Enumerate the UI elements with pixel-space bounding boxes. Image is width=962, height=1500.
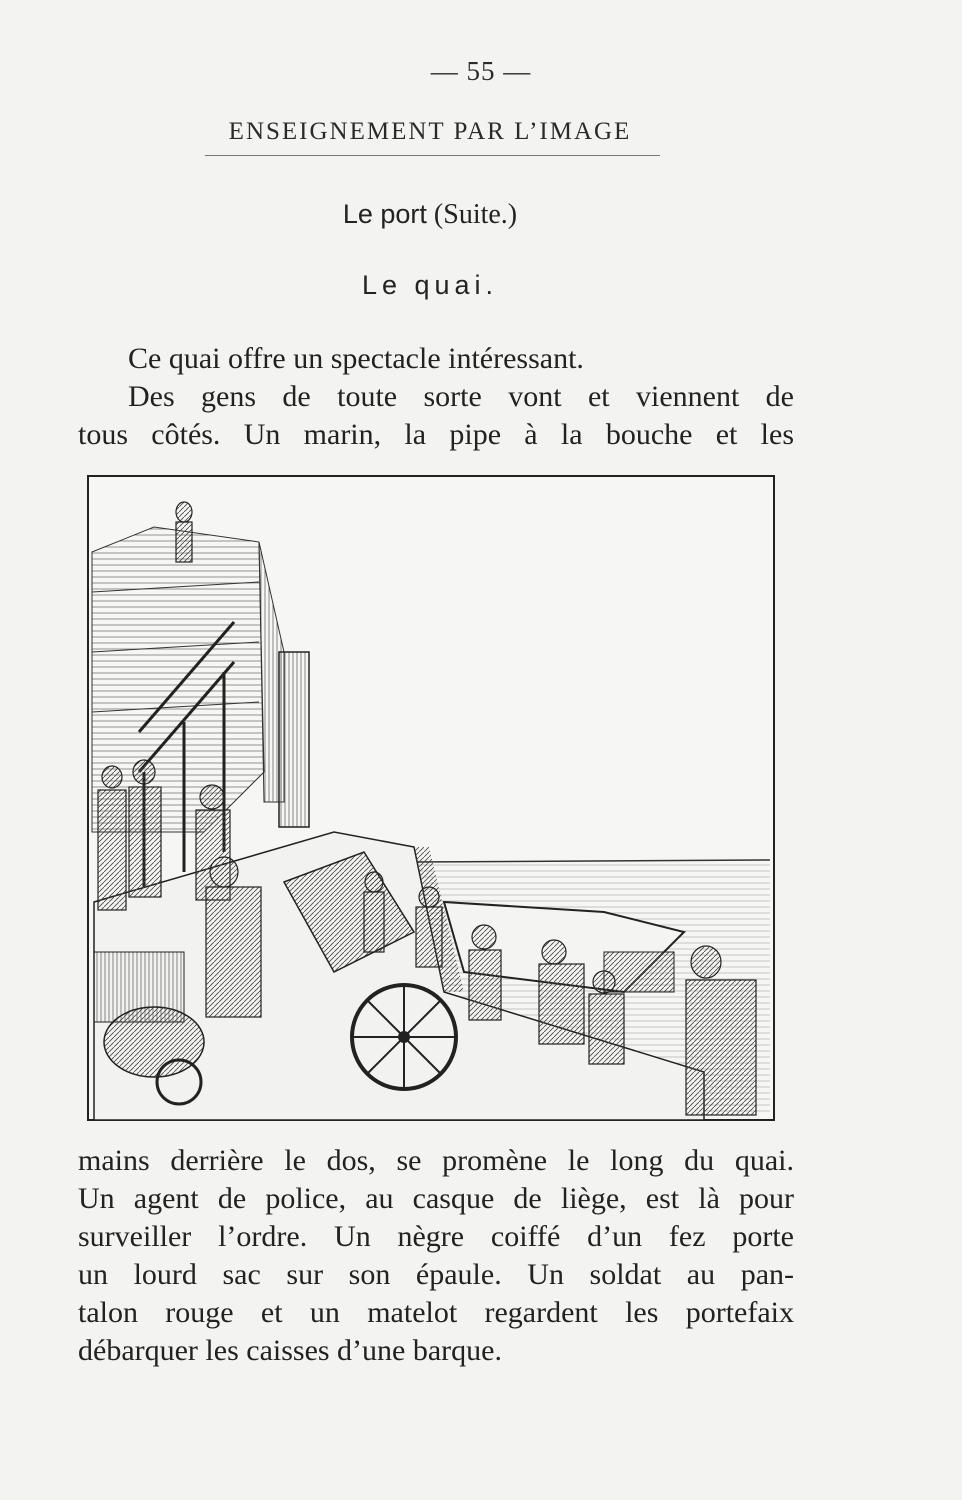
figure <box>419 887 439 907</box>
figure <box>686 980 756 1115</box>
figure <box>589 994 624 1064</box>
text-line: mains derrière le dos, se promène le long du quai. <box>78 1144 794 1177</box>
figure <box>539 964 584 1044</box>
figure <box>542 940 566 964</box>
text-line: tous côtés. Un marin, la pipe à la bouche et les <box>78 418 794 451</box>
section-title <box>0 199 860 231</box>
sub-title: Le quai. <box>361 270 499 300</box>
text-line: Ce quai offre un spectacle intéressant. <box>128 342 584 375</box>
figure <box>472 925 496 949</box>
figure <box>364 892 384 952</box>
figure <box>133 760 155 784</box>
figure <box>416 907 442 967</box>
figure <box>129 787 161 897</box>
engraving <box>84 472 778 1124</box>
figure <box>365 872 383 892</box>
figure <box>691 946 721 978</box>
paragraph-top <box>78 340 794 454</box>
text-line: talon rouge et un matelot regardent les portefaix <box>78 1296 794 1329</box>
text-line: Un agent de police, au casque de liège, est là pour <box>78 1182 794 1215</box>
figure <box>206 887 261 1017</box>
figure <box>176 502 192 522</box>
text-line: surveiller l’ordre. Un nègre coiffé d’un fez porte <box>78 1220 794 1253</box>
header-rule <box>205 155 660 156</box>
running-head: ENSEIGNEMENT PAR L’IMAGE <box>228 118 632 145</box>
text-line: débarquer les caisses d’une barque. <box>78 1334 502 1367</box>
figure <box>98 790 126 910</box>
figure <box>102 766 122 788</box>
figure <box>176 522 192 562</box>
text-line: Des gens de toute sorte vont et viennent de <box>128 380 794 413</box>
paragraph-bottom <box>78 1142 794 1370</box>
section-title-suffix: (Suite.) <box>433 199 518 230</box>
text-line: un lourd sac sur son épaule. Un soldat au pan- <box>78 1258 794 1291</box>
figure <box>469 950 501 1020</box>
section-title-main: Le port <box>342 199 427 229</box>
figure <box>210 857 238 887</box>
quay-illustration <box>84 472 778 1124</box>
figure <box>200 785 224 809</box>
figure <box>593 971 615 993</box>
mooring-post <box>279 652 309 827</box>
page-number: — 55 — <box>430 56 532 86</box>
